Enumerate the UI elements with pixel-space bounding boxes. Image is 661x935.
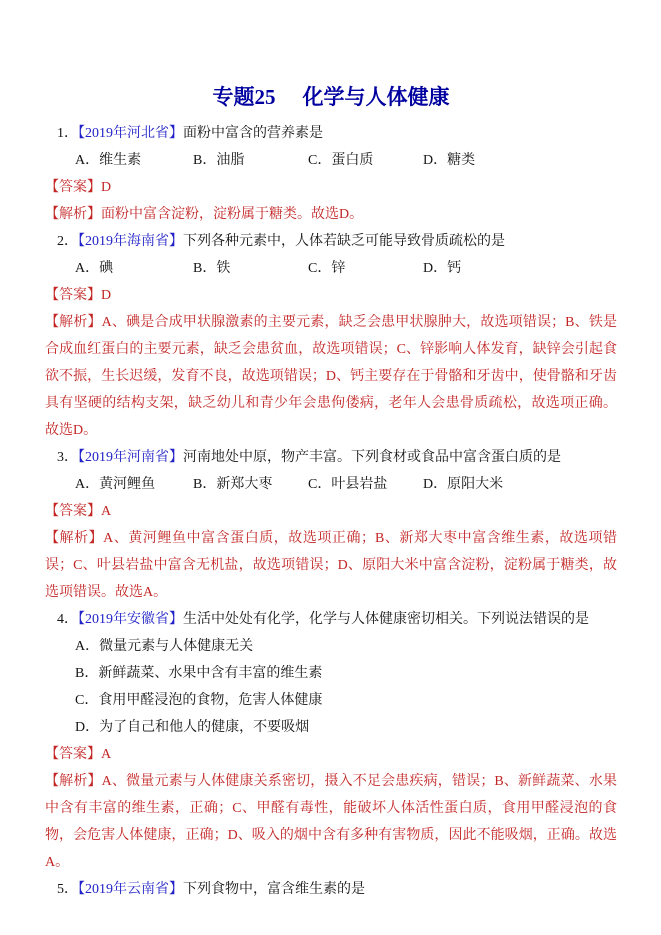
answer-value: A [101, 747, 112, 762]
answer-label: 【答案】 [45, 180, 101, 195]
question-2-stem-line [45, 228, 617, 255]
answer-label: 【答案】 [45, 504, 101, 519]
question-2-analysis-line [45, 309, 617, 444]
title-topic-text: 化学与人体健康 [302, 85, 450, 109]
option-a: A．微量元素与人体健康无关 [75, 639, 254, 654]
analysis-label: 【解析】 [45, 315, 102, 330]
option-b: B．油脂 [193, 153, 245, 168]
answer-label: 【答案】 [45, 747, 101, 762]
question-stem: 面粉中富含的营养素是 [183, 126, 323, 141]
question-4-stem-line [45, 606, 617, 633]
analysis-text: A、微量元素与人体健康关系密切，摄入不足会患疾病，错误；B、新鲜蔬菜、水果中含有丰富的维生素，正确；C、甲醛有毒性，能破坏人体活性蛋白质，食用甲醛浸泡的食物，会危害人体健康，正确；D、吸入的烟中含有多种有害物质，因此不能吸烟，正确。故选A。 [45, 774, 617, 870]
answer-value: D [101, 180, 112, 195]
question-number: 3． [57, 450, 78, 465]
option-d: D．糖类 [423, 153, 476, 168]
question-3-analysis-line [45, 525, 617, 606]
question-source-tag: 【2019年河北省】 [78, 126, 183, 141]
question-source-tag: 【2019年安徽省】 [78, 612, 183, 627]
option-a: A．维生素 [75, 153, 142, 168]
question-stem: 下列食物中，富含维生素的是 [183, 882, 365, 897]
question-4-answer-line [45, 741, 617, 768]
question-source-tag: 【2019年海南省】 [78, 234, 183, 249]
option-c: C．锌 [308, 261, 346, 276]
question-4-option-c [45, 687, 617, 714]
question-source-tag: 【2019年河南省】 [78, 450, 183, 465]
question-3-options-row [45, 471, 617, 498]
question-number: 2． [57, 234, 78, 249]
analysis-label: 【解析】 [45, 774, 102, 789]
question-source-tag: 【2019年云南省】 [78, 882, 183, 897]
analysis-text: A、碘是合成甲状腺激素的主要元素，缺乏会患甲状腺肿大，故选项错误；B、铁是合成血红蛋白的主要元素，缺乏会患贫血，故选项错误；C、锌影响人体发育，缺锌会引起食欲不振，生长迟缓，发育不良，故选项错误；D、钙主要存在于骨骼和牙齿中，使骨骼和牙齿具有坚硬的结构支架，缺乏幼儿和青少年会患佝偻病，老年人会患骨质疏松，故选项正确。故选D。 [45, 315, 617, 438]
question-4-option-b [45, 660, 617, 687]
option-d: D．为了自己和他人的健康，不要吸烟 [75, 720, 310, 735]
option-c: C．叶县岩盐 [308, 477, 388, 492]
question-5-stem-line [45, 876, 617, 903]
question-3-answer-line [45, 498, 617, 525]
question-4-option-d [45, 714, 617, 741]
page-title [45, 82, 617, 112]
question-1-answer-line [45, 174, 617, 201]
option-b: B．铁 [193, 261, 231, 276]
question-4-analysis-line [45, 768, 617, 876]
question-1-analysis-line [45, 201, 617, 228]
answer-label: 【答案】 [45, 288, 101, 303]
question-number: 5． [57, 882, 78, 897]
option-a: A．黄河鲤鱼 [75, 477, 156, 492]
question-stem: 生活中处处有化学，化学与人体健康密切相关。下列说法错误的是 [183, 612, 589, 627]
question-2-options-row [45, 255, 617, 282]
analysis-text: A、黄河鲤鱼中富含蛋白质，故选项正确；B、新郑大枣中富含维生素，故选项错误；C、叶县岩盐中富含无机盐，故选项错误；D、原阳大米中富含淀粉，淀粉属于糖类，故选项错误。故选A。 [45, 531, 618, 600]
option-b: B．新鲜蔬菜、水果中含有丰富的维生素 [75, 666, 323, 681]
question-4-option-a [45, 633, 617, 660]
question-stem: 河南地处中原，物产丰富。下列食材或食品中富含蛋白质的是 [183, 450, 561, 465]
option-d: D．原阳大米 [423, 477, 504, 492]
analysis-label: 【解析】 [45, 531, 104, 546]
analysis-label: 【解析】 [45, 207, 101, 222]
option-c: C．蛋白质 [308, 153, 374, 168]
option-a: A．碘 [75, 261, 114, 276]
question-number: 1． [57, 126, 78, 141]
question-3-stem-line [45, 444, 617, 471]
question-1-options-row [45, 147, 617, 174]
question-number: 4． [57, 612, 78, 627]
answer-value: A [101, 504, 112, 519]
title-topic-number: 专题25 [212, 85, 276, 109]
analysis-text: 面粉中富含淀粉，淀粉属于糖类。故选D。 [101, 207, 364, 222]
option-c: C．食用甲醛浸泡的食物，危害人体健康 [75, 693, 323, 708]
answer-value: D [101, 288, 112, 303]
question-2-answer-line [45, 282, 617, 309]
question-stem: 下列各种元素中，人体若缺乏可能导致骨质疏松的是 [183, 234, 505, 249]
option-b: B．新郑大枣 [193, 477, 273, 492]
question-1-stem-line [45, 120, 617, 147]
option-d: D．钙 [423, 261, 462, 276]
